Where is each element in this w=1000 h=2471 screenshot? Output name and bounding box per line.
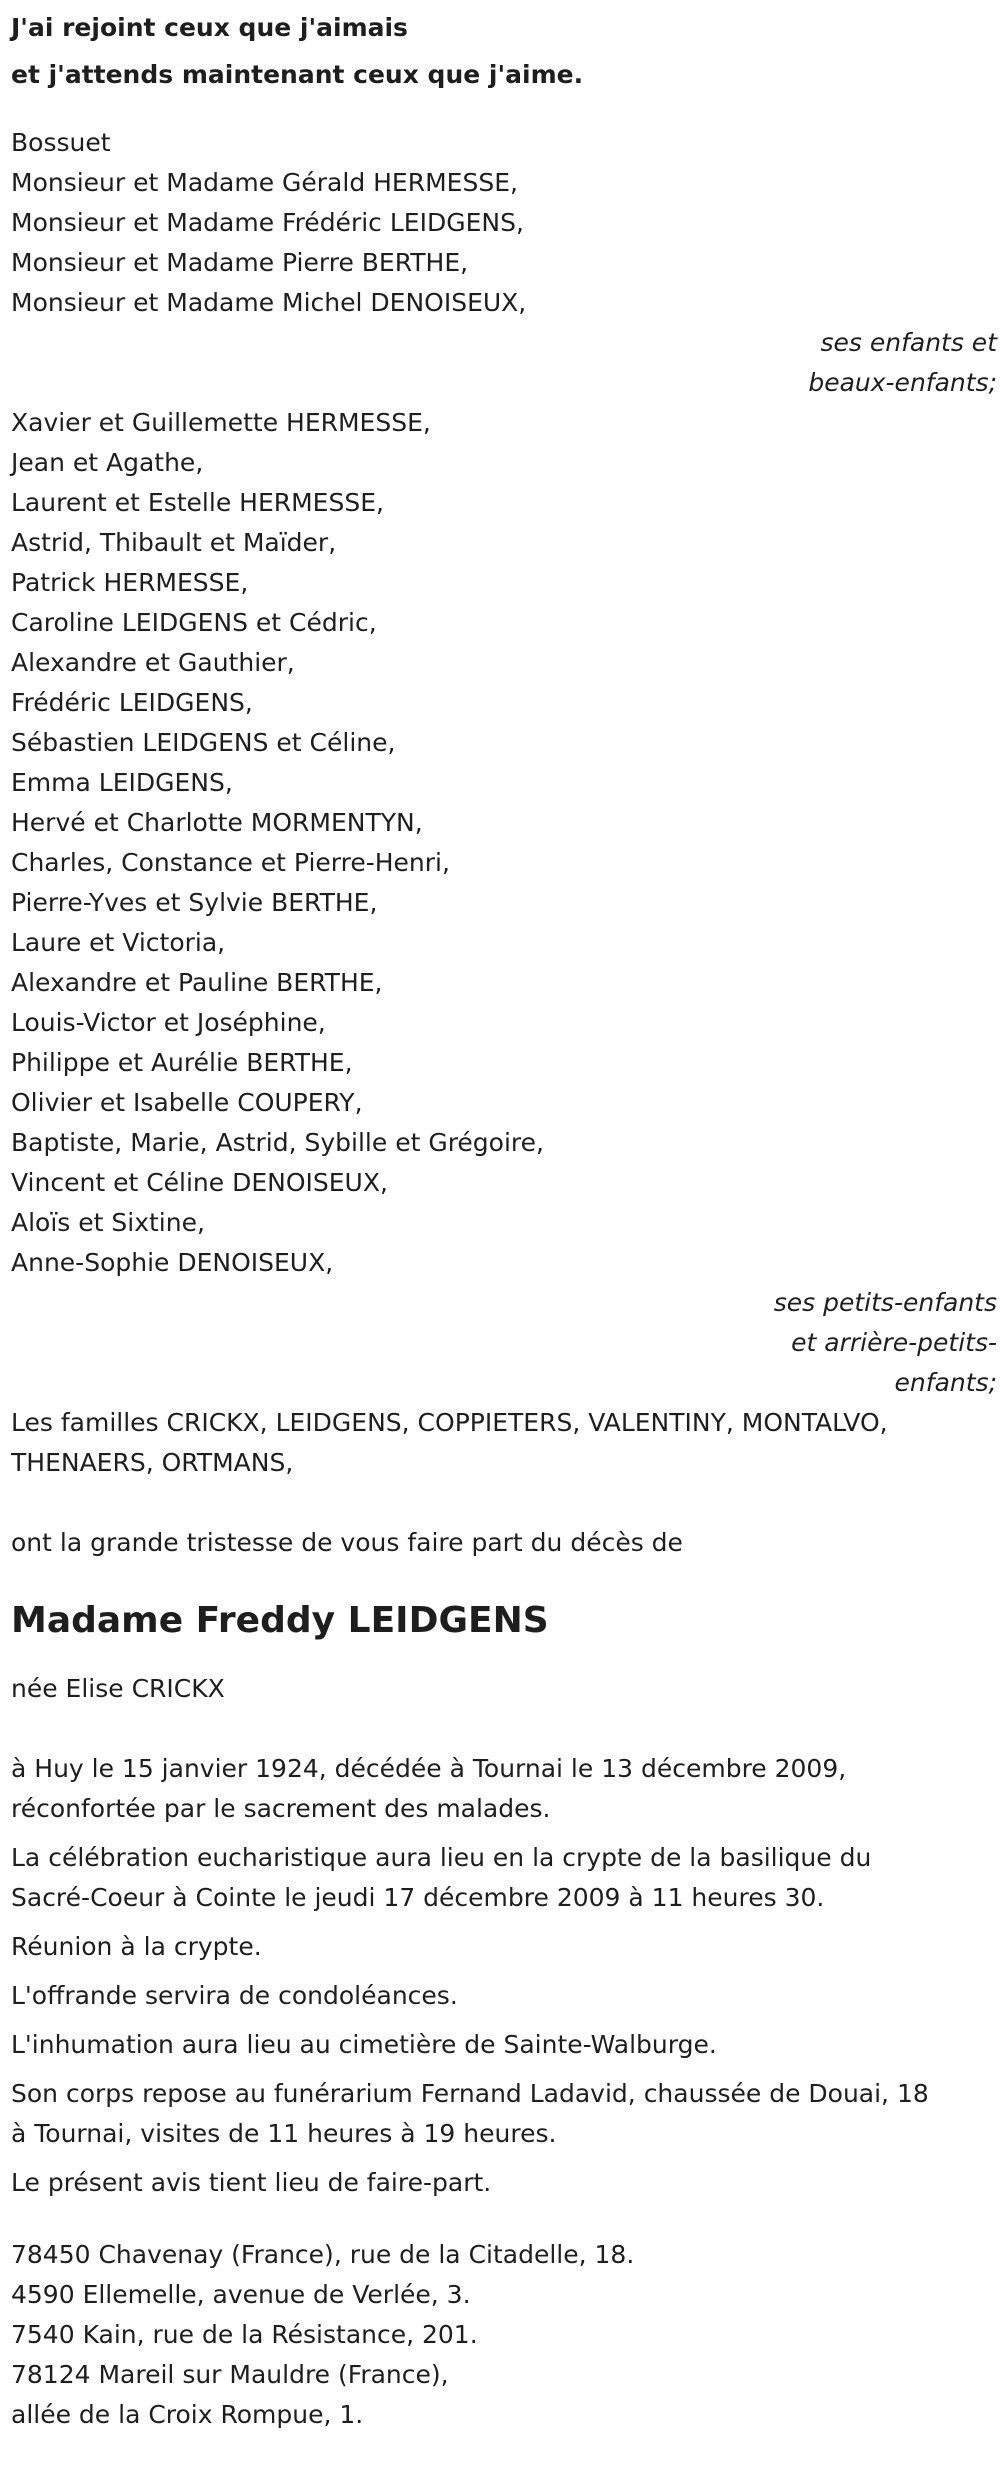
announcement-text: ont la grande tristesse de vous faire part du décès de <box>11 1528 683 1557</box>
label-line: beaux-enfants; <box>808 368 997 397</box>
epigraph-line: et j'attends maintenant ceux que j'aime. <box>11 60 584 89</box>
paragraph-line: L'inhumation aura lieu au cimetière de Sainte-Walburge. <box>11 2030 717 2059</box>
list-item: Patrick HERMESSE, <box>11 568 249 597</box>
birth-name: née Elise CRICKX <box>11 1674 225 1703</box>
address-line: 78124 Mareil sur Mauldre (France), <box>11 2360 449 2389</box>
label-line: ses enfants et <box>820 328 997 357</box>
list-item: Alexandre et Pauline BERTHE, <box>11 968 383 997</box>
list-item: Monsieur et Madame Frédéric LEIDGENS, <box>11 208 524 237</box>
paragraph-line: à Huy le 15 janvier 1924, décédée à Tournai le 13 décembre 2009, <box>11 1754 847 1783</box>
paragraph <box>11 1838 989 1918</box>
paragraph <box>11 1749 989 1829</box>
children-label <box>11 323 997 403</box>
list-item: THENAERS, ORTMANS, <box>11 1448 294 1477</box>
label-line: et arrière-petits- <box>791 1328 997 1357</box>
paragraph <box>11 1927 989 1967</box>
list-item: Monsieur et Madame Pierre BERTHE, <box>11 248 469 277</box>
list-item: Charles, Constance et Pierre-Henri, <box>11 848 450 877</box>
paragraph-line: Son corps repose au funérarium Fernand Ladavid, chaussée de Douai, 18 <box>11 2079 929 2108</box>
children-list <box>11 163 989 323</box>
list-item: Anne-Sophie DENOISEUX, <box>11 1248 334 1277</box>
paragraph <box>11 2025 989 2065</box>
list-item: Pierre-Yves et Sylvie BERTHE, <box>11 888 378 917</box>
epigraph <box>11 8 989 102</box>
paragraph-line: Réunion à la crypte. <box>11 1932 262 1961</box>
place-name: Bossuet <box>11 128 111 157</box>
label-line: ses petits-enfants <box>773 1288 997 1317</box>
list-item: Jean et Agathe, <box>11 448 204 477</box>
list-item: Philippe et Aurélie BERTHE, <box>11 1048 353 1077</box>
address-line: 78450 Chavenay (France), rue de la Citadelle, 18. <box>11 2240 635 2269</box>
addresses-list <box>11 2235 989 2435</box>
epigraph-line: J'ai rejoint ceux que j'aimais <box>11 13 408 42</box>
address-line: allée de la Croix Rompue, 1. <box>11 2400 364 2429</box>
list-item: Caroline LEIDGENS et Cédric, <box>11 608 377 637</box>
families-list <box>11 1403 989 1483</box>
list-item: Monsieur et Madame Michel DENOISEUX, <box>11 288 527 317</box>
grandchildren-list <box>11 403 989 1283</box>
list-item: Laurent et Estelle HERMESSE, <box>11 488 384 517</box>
paragraph <box>11 1976 989 2016</box>
list-item: Astrid, Thibault et Maïder, <box>11 528 337 557</box>
label-line: enfants; <box>894 1368 997 1397</box>
list-item: Vincent et Céline DENOISEUX, <box>11 1168 388 1197</box>
list-item: Sébastien LEIDGENS et Céline, <box>11 728 396 757</box>
paragraph-line: L'offrande servira de condoléances. <box>11 1981 458 2010</box>
list-item: Olivier et Isabelle COUPERY, <box>11 1088 363 1117</box>
paragraph <box>11 2074 989 2154</box>
list-item: Frédéric LEIDGENS, <box>11 688 253 717</box>
address-line: 7540 Kain, rue de la Résistance, 201. <box>11 2320 478 2349</box>
list-item: Aloïs et Sixtine, <box>11 1208 205 1237</box>
list-item: Baptiste, Marie, Astrid, Sybille et Grégoire, <box>11 1128 544 1157</box>
deceased-name: Madame Freddy LEIDGENS <box>11 1600 549 1641</box>
paragraph-line: Sacré-Coeur à Cointe le jeudi 17 décembre 2009 à 11 heures 30. <box>11 1883 825 1912</box>
list-item: Xavier et Guillemette HERMESSE, <box>11 408 431 437</box>
list-item: Hervé et Charlotte MORMENTYN, <box>11 808 423 837</box>
paragraph-line: réconfortée par le sacrement des malades. <box>11 1794 551 1823</box>
address-line: 4590 Ellemelle, avenue de Verlée, 3. <box>11 2280 471 2309</box>
list-item: Louis-Victor et Joséphine, <box>11 1008 326 1037</box>
list-item: Monsieur et Madame Gérald HERMESSE, <box>11 168 518 197</box>
list-item: Les familles CRICKX, LEIDGENS, COPPIETERS, VALENTINY, MONTALVO, <box>11 1408 888 1437</box>
list-item: Alexandre et Gauthier, <box>11 648 295 677</box>
list-item: Emma LEIDGENS, <box>11 768 233 797</box>
grandchildren-label <box>11 1283 997 1403</box>
list-item: Laure et Victoria, <box>11 928 226 957</box>
paragraph-line: Le présent avis tient lieu de faire-part. <box>11 2168 492 2197</box>
paragraph-line: à Tournai, visites de 11 heures à 19 heures. <box>11 2119 557 2148</box>
paragraph-line: La célébration eucharistique aura lieu en la crypte de la basilique du <box>11 1843 872 1872</box>
paragraph <box>11 2163 989 2203</box>
